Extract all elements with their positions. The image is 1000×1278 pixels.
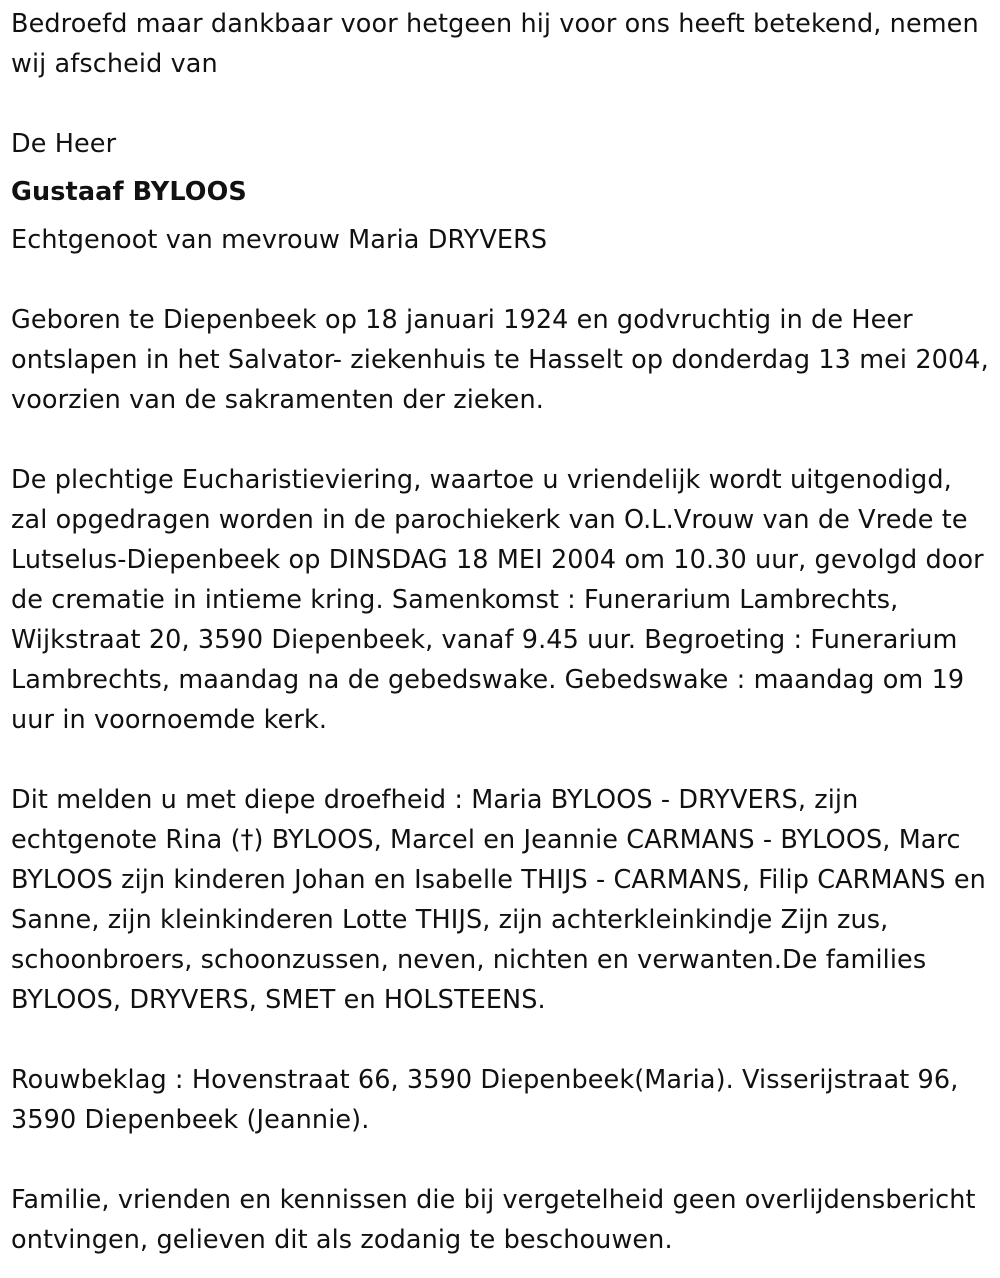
spouse-line: Echtgenoot van mevrouw Maria DRYVERS [11,225,548,255]
spacer [11,1140,996,1180]
condolence-address-paragraph: Rouwbeklag : Hovenstraat 66, 3590 Diepenbeek(Maria). Visserijstraat 96, 3590 Diepenbeek (Jeannie). [11,1065,959,1135]
deceased-name: Gustaaf BYLOOS [11,177,247,207]
obituary-notice [11,4,996,1260]
ceremony-paragraph: De plechtige Eucharistieviering, waartoe u vriendelijk wordt uitgenodigd, zal opgedragen worden in de parochiekerk van O.L.Vrouw van de Vrede te Lutselus-Diepenbeek op DINSDAG 18 MEI 2004 om 10.30 uur, gevolgd door de crematie in intieme kring. Samenkomst : Funerarium Lambrechts, Wijkstraat 20, 3590 Diepenbeek, vanaf 9.45 uur. Begroeting : Funerarium Lambrechts, maandag na de gebedswake. Gebedswake : maandag om 19 uur in voornoemde kerk. [11,465,984,735]
intro-text: Bedroefd maar dankbaar voor hetgeen hij voor ons heeft betekend, nemen wij afscheid van [11,9,979,79]
spacer [11,420,996,460]
spacer [11,84,996,124]
closing-paragraph: Familie, vrienden en kennissen die bij vergetelheid geen overlijdensbericht ontvingen, gelieven dit als zodanig te beschouwen. [11,1185,976,1255]
spacer [11,260,996,300]
salutation: De Heer [11,129,117,159]
spacer [11,740,996,780]
spacer [11,1020,996,1060]
family-paragraph: Dit melden u met diepe droefheid : Maria BYLOOS - DRYVERS, zijn echtgenote Rina (†) BYLOOS, Marcel en Jeannie CARMANS - BYLOOS, Marc BYLOOS zijn kinderen Johan en Isabelle THIJS - CARMANS, Filip CARMANS en Sanne, zijn kleinkinderen Lotte THIJS, zijn achterkleinkindje Zijn zus, schoonbroers, schoonzussen, neven, nichten en verwanten.De families BYLOOS, DRYVERS, SMET en HOLSTEENS. [11,785,986,1015]
birth-death-paragraph: Geboren te Diepenbeek op 18 januari 1924 en godvruchtig in de Heer ontslapen in het Salvator- ziekenhuis te Hasselt op donderdag 13 mei 2004, voorzien van de sakramenten der zieken. [11,305,989,415]
